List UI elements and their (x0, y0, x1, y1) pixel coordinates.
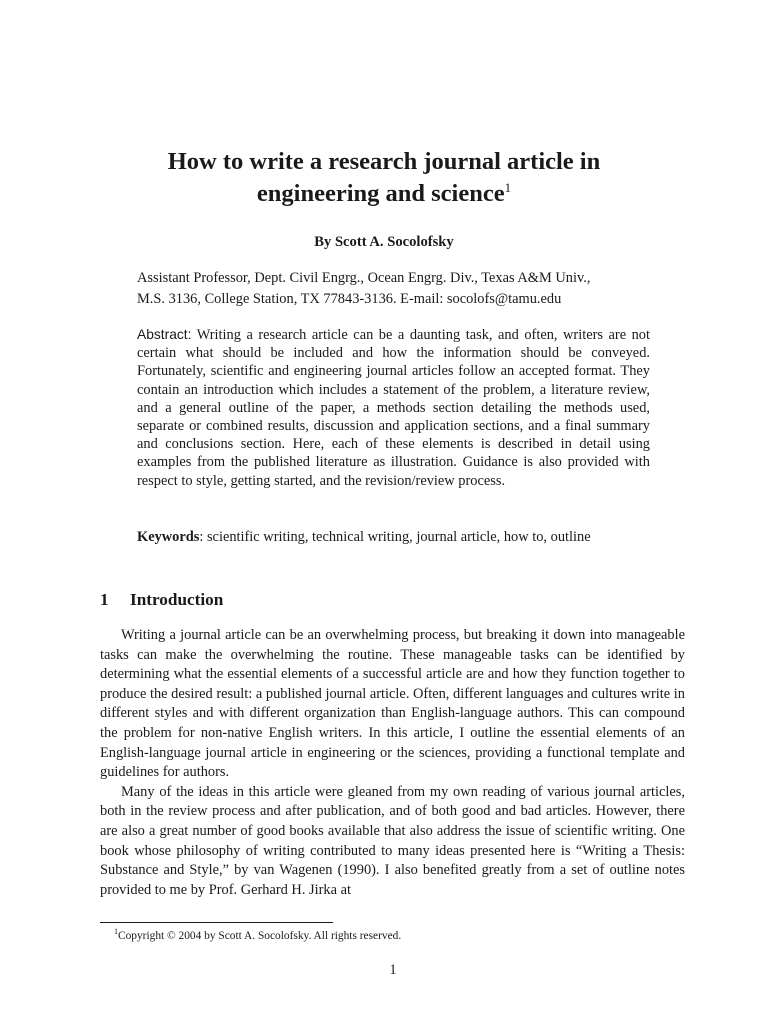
author-line: By Scott A. Socolofsky (314, 234, 454, 250)
footnote (114, 927, 674, 942)
title-line-2: engineering and science (256, 180, 505, 207)
keywords (137, 529, 657, 546)
paper-title (60, 146, 708, 210)
footnote-mark: 1 (114, 927, 118, 936)
affiliation-line-2: M.S. 3136, College Station, TX 77843-3136. E-mail: socolofs@tamu.edu (137, 290, 562, 307)
page-number: 1 (389, 962, 397, 978)
paragraph-1: Writing a journal article can be an overwhelming process, but breaking it down into manageable tasks can make the overwhelming the routine. These manageable tasks can be identified by determining what the essential elements of a successful article are and how they function together to produce the desired result: a published journal article. Often, different languages and cultures write in different styles and with different organization than English-language authors. This can compound the problem for non-native English writers. In this article, I outline the essential elements of an English-language journal article in engineering or the sciences, providing a functional template and guidelines for authors. (100, 627, 685, 781)
abstract-label: Abstract: (137, 327, 192, 342)
section-heading (100, 590, 500, 610)
footnote-text: Copyright © 2004 by Scott A. Socolofsky. All rights reserved. (118, 929, 402, 942)
paragraph-2: Many of the ideas in this article were gleaned from my own reading of various journal articles, both in the review process and after publication, and of both good and bad articles. However, there are also a great number of good books available that also address the issue of scientific writing. One book whose philosophy of writing contributed to many ideas presented here is “Writing a Thesis: Substance and Style,” by van Wagenen (1990). I also benefited greatly from a set of outline notes provided to me by Prof. Gerhard H. Jirka at (100, 783, 685, 898)
affiliation (137, 268, 657, 309)
abstract (137, 326, 650, 490)
section-title: Introduction (130, 590, 224, 609)
affiliation-line-1: Assistant Professor, Dept. Civil Engrg., Ocean Engrg. Div., Texas A&M Univ., (137, 270, 591, 286)
title-footnote-mark: 1 (504, 179, 512, 195)
footnote-divider (100, 922, 333, 923)
section-body (100, 626, 685, 900)
section-number: 1 (100, 590, 109, 609)
abstract-text: Writing a research article can be a daunting task, and often, writers are not certain what should be included and how the information should be conveyed. Fortunately, scientific and engineering journal articles follow an accepted format. They contain an introduction which includes a statement of the problem, a literature review, and a general outline of the paper, a methods section detailing the methods used, separate or combined results, discussion and application sections, and a final summary and conclusions section. Here, each of these elements is described in detail using examples from the published literature as illustration. Guidance is also provided with respect to style, getting started, and the revision/review process. (137, 327, 651, 489)
keywords-label: Keywords (137, 529, 200, 545)
keywords-text: : scientific writing, technical writing, journal article, how to, outline (199, 529, 591, 545)
title-line-1: How to write a research journal article in (167, 148, 601, 175)
